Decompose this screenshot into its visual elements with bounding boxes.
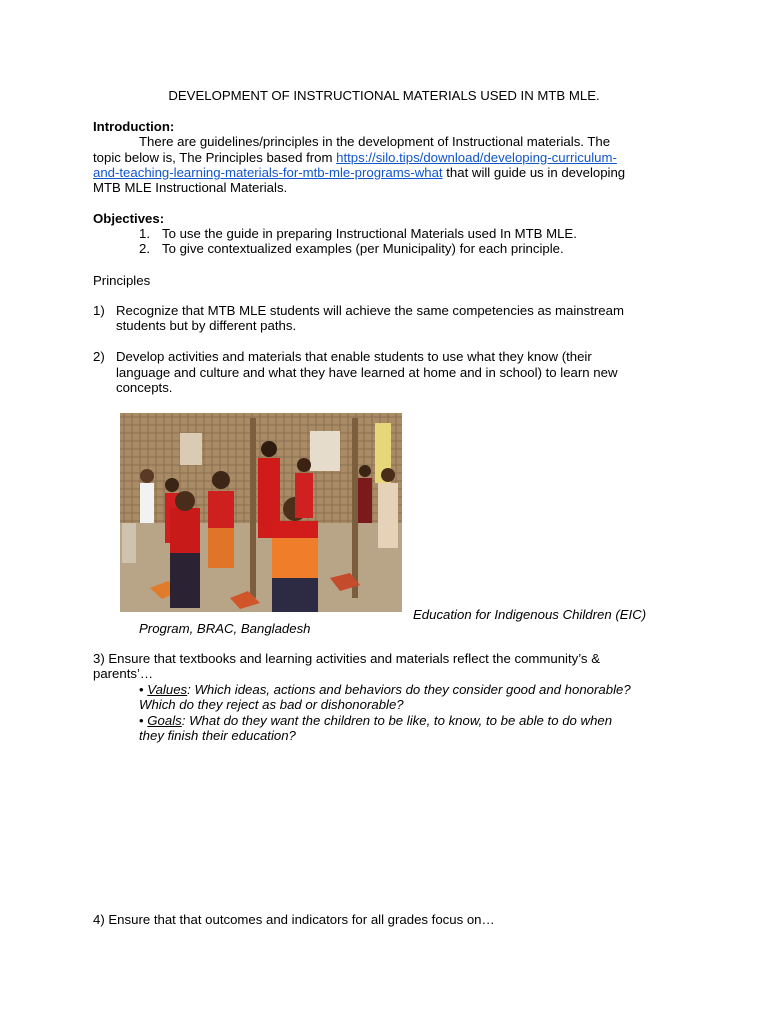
intro-text: topic below is, The Principles based from bbox=[93, 150, 337, 165]
principle-text: language and culture and what they have learned at home and in school) to learn new bbox=[116, 365, 618, 380]
principle-3-line-2: parents’… bbox=[93, 666, 154, 681]
source-link[interactable]: https://silo.tips/download/developing-curriculum- bbox=[336, 150, 617, 165]
classroom-photo bbox=[120, 413, 402, 612]
principle-text: Recognize that MTB MLE students will achieve the same competencies as mainstream bbox=[116, 303, 624, 318]
principle-text: concepts. bbox=[116, 380, 173, 395]
photo-caption-line-1: Education for Indigenous Children (EIC) bbox=[413, 607, 647, 622]
principle-text: students but by different paths. bbox=[116, 318, 297, 333]
goals-text: : What do they want the children to be like, to know, to be able to do when bbox=[181, 713, 613, 728]
document-title: DEVELOPMENT OF INSTRUCTIONAL MATERIALS USED IN MTB MLE. bbox=[168, 88, 600, 103]
values-label: Values bbox=[147, 682, 188, 697]
principle-text: Develop activities and materials that enable students to use what they know (their bbox=[116, 349, 592, 364]
principle-item bbox=[93, 303, 683, 335]
values-text-continued: Which do they reject as bad or dishonorable? bbox=[139, 697, 404, 712]
intro-line-1: There are guidelines/principles in the development of Instructional materials. The bbox=[139, 134, 611, 149]
objective-number: 1. bbox=[139, 226, 150, 241]
goals-text-continued: they finish their education? bbox=[139, 728, 296, 743]
principle-4: 4) Ensure that that outcomes and indicators for all grades focus on… bbox=[93, 912, 495, 927]
intro-text-continued: that will guide us in developing bbox=[442, 165, 626, 180]
classroom-photo-illustration bbox=[120, 413, 402, 612]
principles-heading: Principles bbox=[93, 273, 151, 288]
objective-item bbox=[139, 226, 699, 242]
objective-text: To use the guide in preparing Instructional Materials used In MTB MLE. bbox=[162, 226, 577, 241]
principle-number: 1) bbox=[93, 303, 105, 318]
principle-3-line-1: 3) Ensure that textbooks and learning activities and materials reflect the community’s & bbox=[93, 651, 600, 666]
bullet-point: • bbox=[139, 713, 144, 728]
source-link-continued[interactable]: and-teaching-learning-materials-for-mtb-mle-programs-what bbox=[93, 165, 443, 180]
intro-line-3 bbox=[93, 165, 625, 181]
intro-heading: Introduction: bbox=[93, 119, 175, 134]
photo-caption-line-2: Program, BRAC, Bangladesh bbox=[139, 621, 311, 636]
objective-number: 2. bbox=[139, 241, 150, 256]
principle-number: 2) bbox=[93, 349, 105, 364]
values-bullet bbox=[139, 682, 631, 698]
bullet-point: • bbox=[139, 682, 144, 697]
intro-line-4: MTB MLE Instructional Materials. bbox=[93, 180, 288, 195]
values-text: : Which ideas, actions and behaviors do they consider good and honorable? bbox=[187, 682, 631, 697]
intro-line-2 bbox=[93, 150, 617, 166]
principle-item bbox=[93, 349, 683, 397]
objective-text: To give contextualized examples (per Municipality) for each principle. bbox=[162, 241, 564, 256]
goals-bullet bbox=[139, 713, 612, 729]
objective-item bbox=[139, 241, 699, 257]
objectives-heading: Objectives: bbox=[93, 211, 165, 226]
goals-label: Goals bbox=[147, 713, 182, 728]
